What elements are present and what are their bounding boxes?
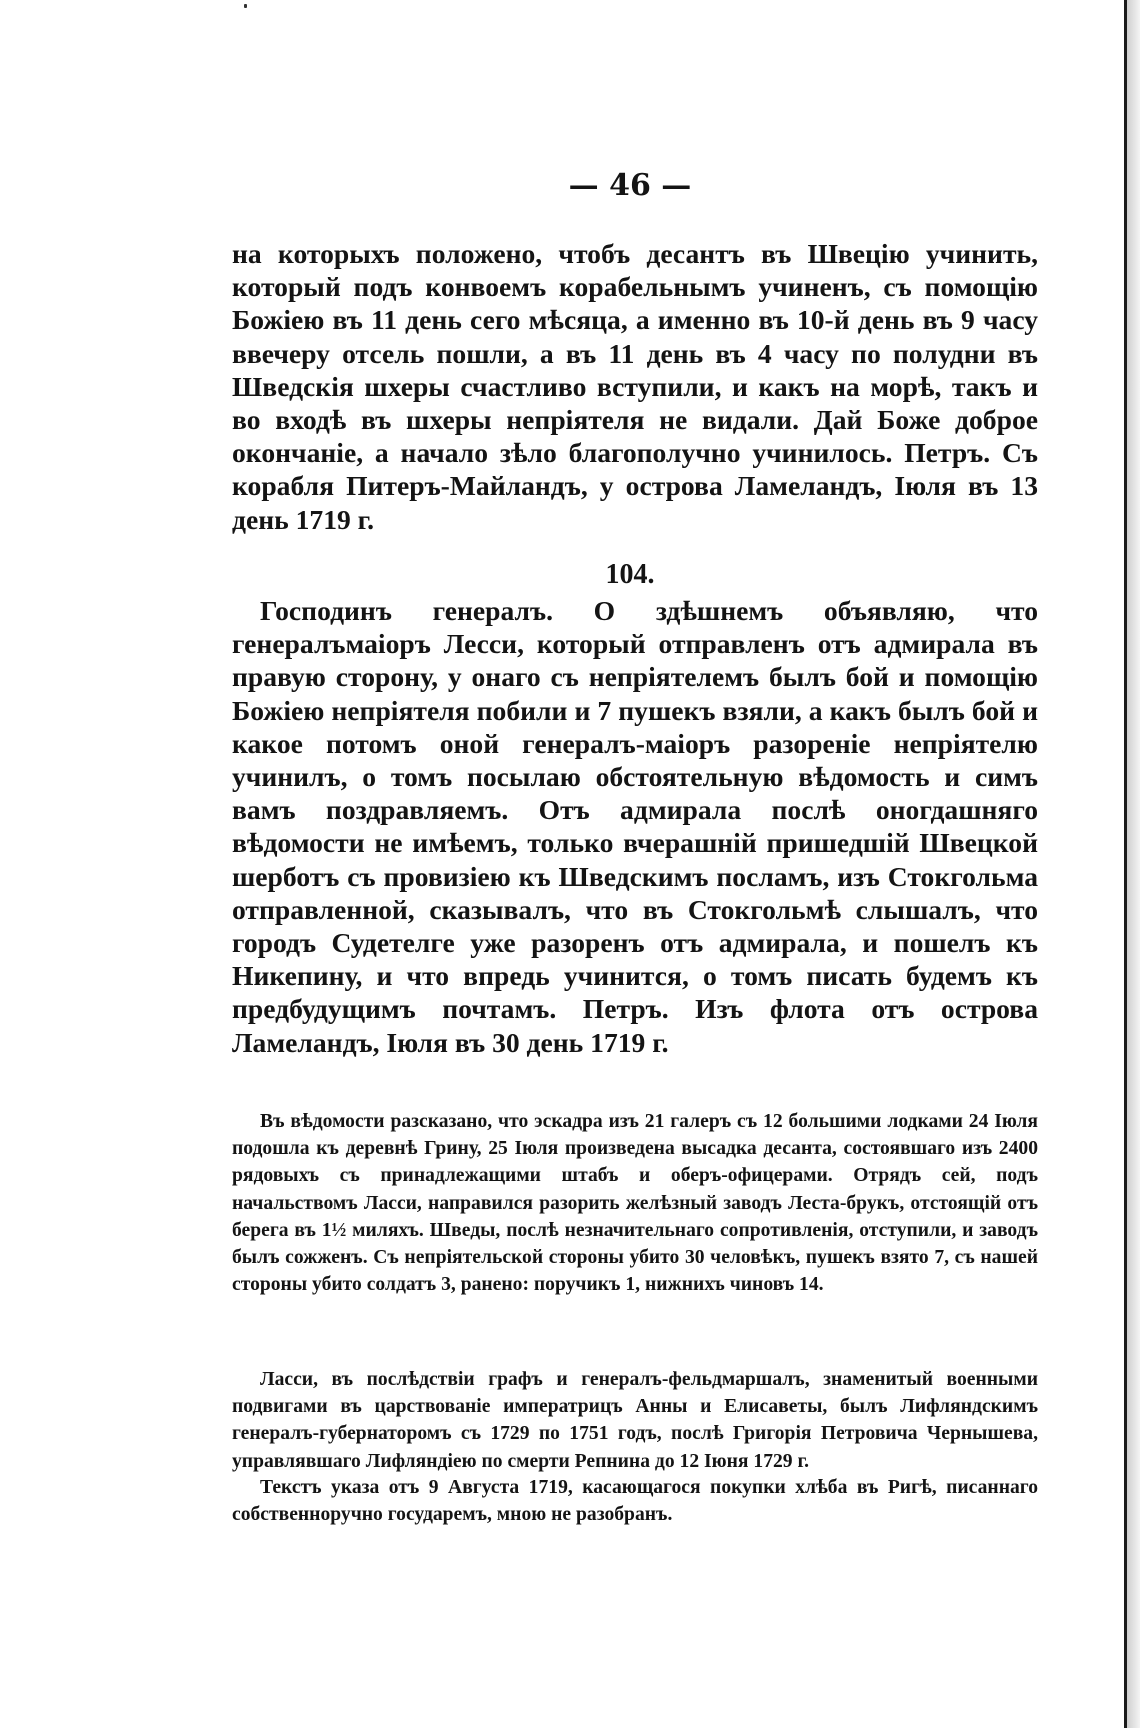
page-binding-shadow bbox=[1127, 0, 1140, 1728]
page-number: — 46 — bbox=[568, 168, 692, 203]
document-number: 104. bbox=[605, 559, 655, 590]
footnote-report: Въ вѣдомости разсказано, что эскадра изъ 21 галеръ съ 12 большими лодками 24 Іюля подошла къ деревнѣ Грину, 25 Іюля произведена высадка десанта, состоявшаго изъ 2400 рядовыхъ съ принадлежащими штабъ и оберъ-офицерами. Отрядъ сей, подъ начальствомъ Ласси, направился разорить желѣзный заводъ Леста-брукъ, отстоящій отъ берега въ 1½ миляхъ. Шведы, послѣ незначительнаго сопротивленія, отступили, и заводъ былъ сожженъ. Съ непріятельской стороны убито 30 человѣкъ, пушекъ взято 7, съ нашей стороны убито солдатъ 3, ранено: поручикъ 1, нижнихъ чиновъ 14. bbox=[232, 1111, 1038, 1296]
footnote-decree: Текстъ указа отъ 9 Августа 1719, касающагося покупки хлѣба въ Ригѣ, писаннаго собственноручно государемъ, мною не разобранъ. bbox=[232, 1477, 1038, 1526]
print-speck bbox=[244, 4, 247, 8]
letter-104-paragraph: Господинъ генералъ. О здѣшнемъ объявляю, что генералъмаіоръ Лесси, который отправленъ отъ адмирала въ правую сторону, у онаго съ непріятелемъ былъ бой и помощію Божіею непріятеля побили и 7 пушекъ взяли, а какъ былъ бой и какое потомъ оной генералъ-маіоръ разореніе непріятелю учинилъ, о томъ посылаю обстоятельную вѣдомость и симъ вамъ поздравляемъ. Отъ адмирала послѣ оногдашняго вѣдомости не имѣемъ, только вчерашній пришедшій Швецкой шерботъ съ провизіею къ Шведскимъ посламъ, изъ Стокгольма отправленной, сказывалъ, что въ Стокгольмѣ слышалъ, что городъ Судетелге уже разоренъ отъ адмирала, и пошелъ къ Никепину, и что впредь учинится, о томъ писать будемъ къ предбудущимъ почтамъ. Петръ. Изъ флота отъ острова Ламеландъ, Іюля въ 30 день 1719 г. bbox=[232, 595, 1038, 1058]
footnote-lacy: Ласси, въ послѣдствіи графъ и генералъ-фельдмаршалъ, знаменитый военными подвигами въ царствованіе императрицъ Анны и Елисаветы, былъ Лифляндскимъ генералъ-губернаторомъ съ 1729 по 1751 годъ, послѣ Григорія Петровича Чернышева, управлявшаго Лифляндіею по смерти Репнина до 12 Іюня 1729 г. bbox=[232, 1369, 1038, 1472]
letter-continuation-paragraph: на которыхъ положено, чтобъ десантъ въ Швецію учинить, который подъ конвоемъ корабельнымъ учиненъ, съ помощію Божіею въ 11 день сего мѣсяца, а именно въ 10-й день въ 9 часу ввечеру отсель пошли, а въ 11 день въ 4 часу по полудни въ Шведскія шхеры счастливо вступили, и какъ на морѣ, такъ и во входѣ въ шхеры непріятеля не видали. Дай Боже доброе окончаніе, а начало зѣло благополучно учинилось. Петръ. Съ корабля Питеръ-Майландъ, у острова Ламеландъ, Іюля въ 13 день 1719 г. bbox=[232, 238, 1038, 535]
